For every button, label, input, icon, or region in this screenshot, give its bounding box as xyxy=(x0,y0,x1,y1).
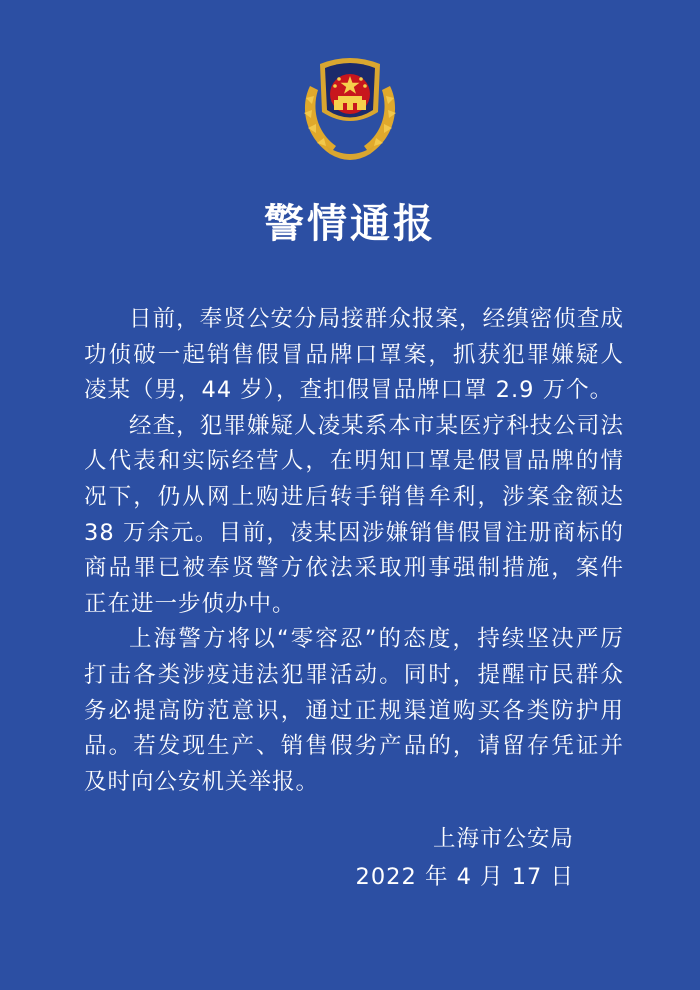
paragraph: 上海警方将以“零容忍”的态度，持续坚决严厉打击各类涉疫违法犯罪活动。同时，提醒市民群众务必提高防范意识，通过正规渠道购买各类防护用品。若发现生产、销售假劣产品的，请留存凭证并及时向公安机关举报。 xyxy=(84,626,624,795)
notice-body xyxy=(84,302,624,800)
signature-block xyxy=(356,820,574,896)
issuer-name: 上海市公安局 xyxy=(432,826,574,852)
notice-title: 警情通报 xyxy=(264,201,436,247)
paragraph: 日前，奉贤公安分局接群众报案，经缜密侦查成功侦破一起销售假冒品牌口罩案，抓获犯罪嫌疑人凌某（男，44 岁），查扣假冒品牌口罩 2.9 万个。 xyxy=(84,306,624,404)
police-emblem-icon xyxy=(290,46,410,166)
paragraph: 经查，犯罪嫌疑人凌某系本市某医疗科技公司法人代表和实际经营人，在明知口罩是假冒品牌的情况下，仍从网上购进后转手销售牟利，涉案金额达 38 万余元。目前，凌某因涉嫌销售假冒注册商标的商品罪已被奉贤警方依法采取刑事强制措施，案件正在进一步侦办中。 xyxy=(84,412,624,617)
issue-date: 2022 年 4 月 17 日 xyxy=(355,864,574,890)
